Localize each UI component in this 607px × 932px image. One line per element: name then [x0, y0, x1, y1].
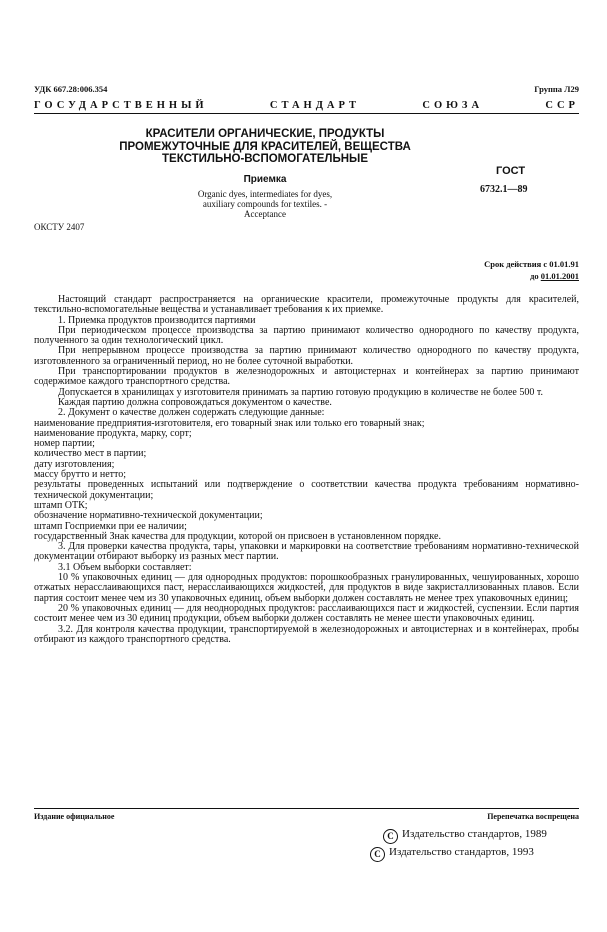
edition-label: Издание официальное [34, 812, 115, 821]
copyright-icon: C [370, 847, 385, 862]
list-item: количество мест в партии; [34, 448, 147, 460]
reprint-notice: Перепечатка воспрещена [487, 812, 579, 821]
english-title [0, 189, 530, 219]
list-item: государственный Знак качества для продукции, которой он присвоен в установленном порядке. [34, 530, 441, 542]
standard-banner [34, 100, 579, 114]
banner-word: СОЮЗА [422, 100, 484, 111]
validity-to-date: 01.01.2001 [540, 271, 579, 281]
copyright-icon: C [383, 829, 398, 844]
validity-period [484, 258, 579, 282]
list-item: наименование предприятия-изготовителя, его товарный знак или только его товарный знак; [34, 417, 425, 429]
gost-number: 6732.1—89 [480, 184, 528, 195]
paragraph: 3.2. Для контроля качества продукции, транспортируемой в железнодорожных и автоцистернах и в контейнерах, пробы отбирают из каждого транспортного средства. [34, 623, 579, 645]
validity-to: до 01.01.2001 [530, 271, 579, 281]
paragraph: 3. Для проверки качества продукта, тары, упаковки и маркировки на соответствие требованиям нормативно-технической документации отбирают выборку из разных мест партии. [34, 541, 579, 563]
list-item: номер партии; [34, 438, 95, 450]
english-title-line: auxiliary compounds for textiles. - [202, 199, 328, 209]
paragraph: Настоящий стандарт распространяется на органические красители, промежуточные продукты для красителей, текстильно-вспомогательные вещества и устанавливает требования к их приемке. [34, 294, 579, 316]
banner-word: ССР [545, 100, 579, 111]
gost-label: ГОСТ [496, 165, 526, 177]
list-item: наименование продукта, марку, сорт; [34, 427, 192, 439]
list-item: штамп ОТК; [34, 499, 88, 511]
title-line: ПРОМЕЖУТОЧНЫЕ ДЛЯ КРАСИТЕЛЕЙ, ВЕЩЕСТВА [119, 140, 411, 153]
document-body [34, 295, 579, 645]
paragraph: 10 % упаковочных единиц — для однородных продуктов: порошкообразных гранулированных, чешуированных, хорошо отжатых нерасслаивающихся паст, нерасслаивающихся жидкостей, для продуктов в виде закристаллизованных плавов. Если партия состоит менее чем из 30 упаковочных единиц, объем выборки должен составлять не менее трех упаковочных единиц; [34, 572, 579, 604]
list-item: результаты проведенных испытаний или подтверждение о соответствии качества продукта требованиям нормативно-технической документации; [34, 479, 579, 501]
title-line: ТЕКСТИЛЬНО-ВСПОМОГАТЕЛЬНЫЕ [162, 153, 368, 165]
list-item: обозначение нормативно-технической документации; [34, 510, 263, 522]
banner-word: СТАНДАРТ [269, 100, 361, 111]
paragraph: 1. Приемка продуктов производится партиями [58, 314, 256, 326]
paragraph: При периодическом процессе производства за партию принимают количество однородного по качеству продукта, полученного за один технологический цикл. [34, 324, 579, 347]
title-line: КРАСИТЕЛИ ОРГАНИЧЕСКИЕ, ПРОДУКТЫ [145, 128, 385, 140]
footer-divider [34, 808, 579, 809]
udk-code: УДК 667.28:006.354 [34, 84, 108, 94]
paragraph: 3.1 Объем выборки составляет: [58, 561, 192, 573]
paragraph: 2. Документ о качестве должен содержать следующие данные: [58, 407, 325, 419]
copyright-text: Издательство стандартов, 1989 [402, 828, 547, 840]
paragraph: При непрерывном процессе производства за партию принимают количество однородного по качеству продукта, изготовленного за ограниченный период, но не более суточной выработки. [34, 345, 579, 367]
english-title-line: Acceptance [244, 209, 286, 219]
paragraph: Каждая партию должна сопровождаться документом о качестве. [58, 396, 332, 408]
copyright-line [370, 846, 534, 862]
document-title [0, 128, 530, 166]
paragraph: 20 % упаковочных единиц — для неоднородных продуктов: расслаивающихся паст и жидкостей, суспензии. Если партия состоит менее чем из 30 единиц продукции, объем выборки должен составлять не менее шести упаковочных единиц. [34, 602, 579, 625]
document-subtitle: Приемка [243, 174, 287, 185]
okstu-code: ОКСТУ 2407 [34, 222, 85, 232]
list-item: дату изготовления; [34, 458, 115, 470]
banner-word: ГОСУДАРСТВЕННЫЙ [34, 100, 208, 111]
group-code: Группа Л29 [534, 84, 579, 94]
list-item: массу брутто и нетто; [34, 469, 127, 481]
english-title-line: Organic dyes, intermediates for dyes, [197, 189, 333, 199]
list-item: штамп Госприемки при ее наличии; [34, 520, 187, 532]
paragraph: Допускается в хранилищах у изготовителя принимать за партию готовую продукцию в количестве не более 500 т. [58, 386, 543, 398]
paragraph: При транспортировании продуктов в железнодорожных и автоцистернах и контейнерах за партию принимают содержимое каждого транспортного средства. [34, 366, 579, 388]
validity-from: Срок действия с 01.01.91 [484, 259, 579, 269]
copyright-line [383, 828, 547, 844]
copyright-text: Издательство стандартов, 1993 [389, 846, 534, 858]
